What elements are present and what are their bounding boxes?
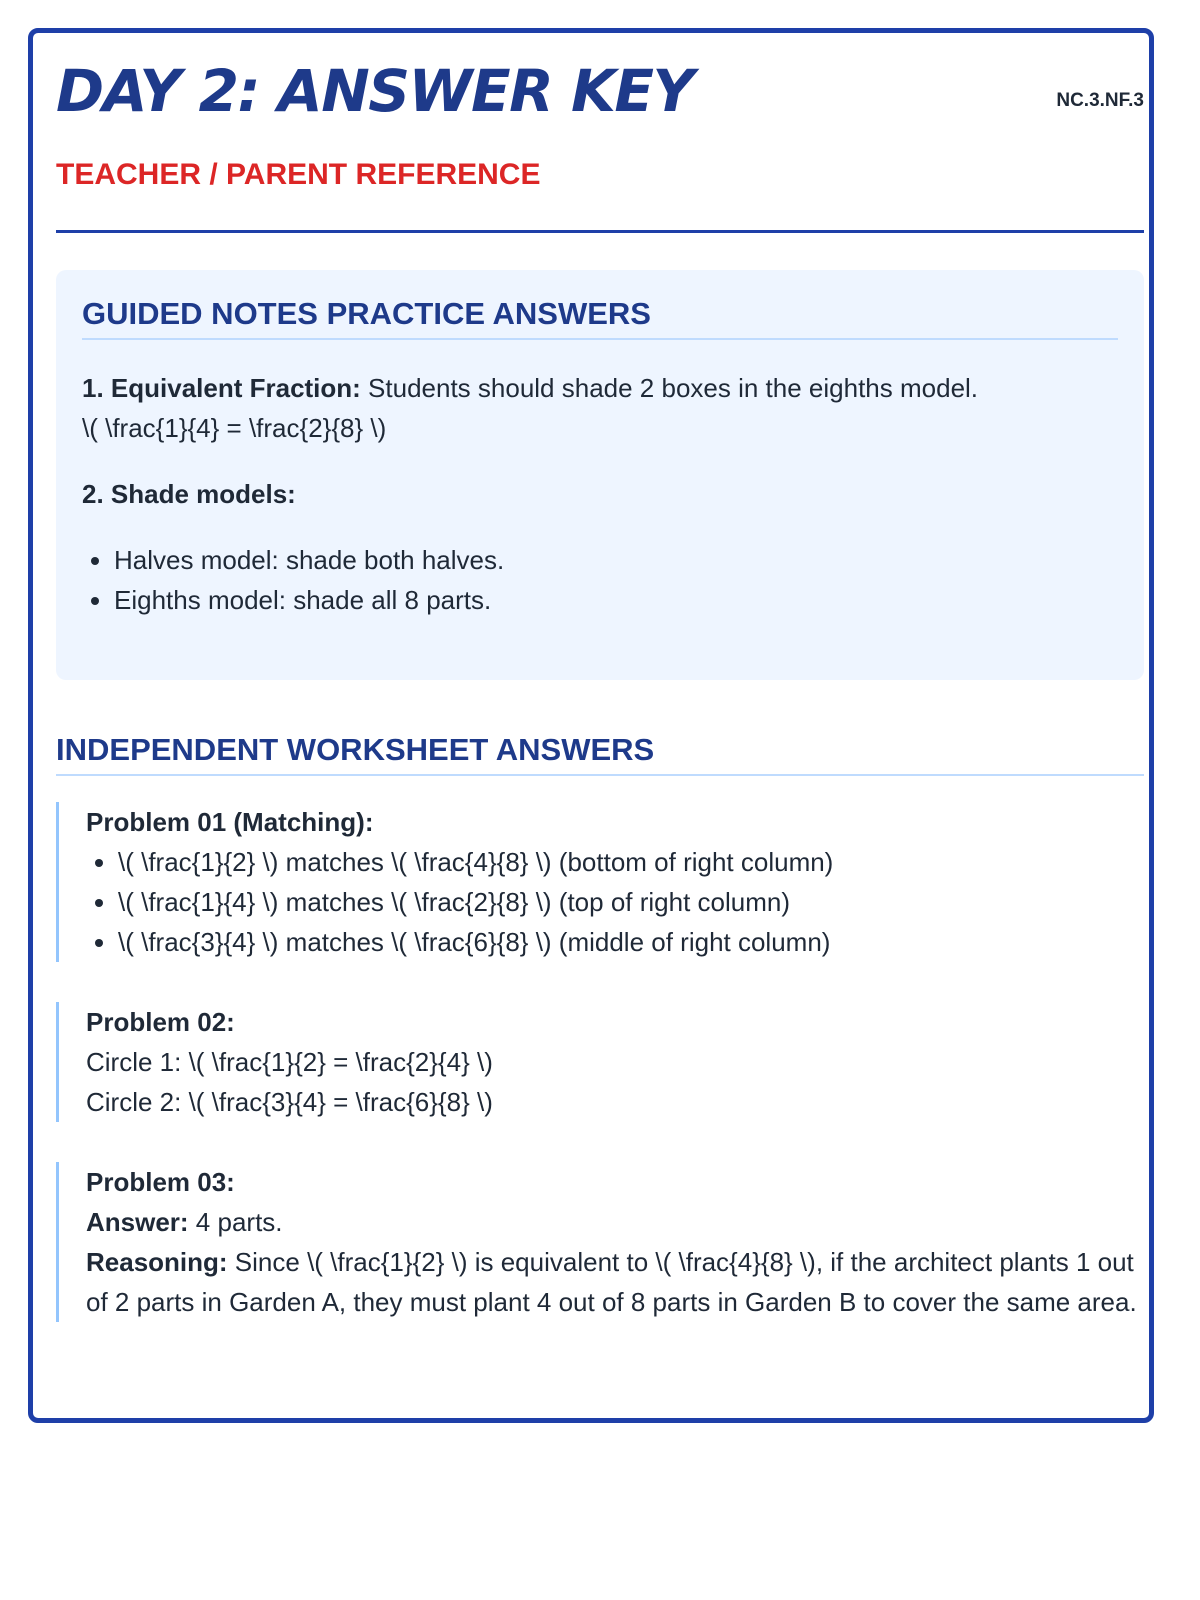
problem-02-label: Problem 02: [86,1007,235,1037]
guided-answer-1 [82,368,1118,448]
list-item: • Eighths model: shade all 8 parts. [114,580,1118,620]
reasoning-label: Reasoning: [86,1247,228,1277]
guided-notes-heading: GUIDED NOTES PRACTICE ANSWERS [82,296,1118,340]
guided-answer-1-math: \( \frac{1}{4} = \frac{2}{8} \) [82,413,387,443]
guided-answer-2 [82,474,1118,514]
list-item: • \( \frac{1}{2} \) matches \( \frac{4}{8} \) (bottom of right column) [118,842,1144,882]
problem-03 [56,1162,1144,1322]
circle-2-answer: Circle 2: \( \frac{3}{4} = \frac{6}{8} \) [86,1087,493,1117]
independent-worksheet-section [56,732,1144,1322]
problem-03-label: Problem 03: [86,1167,235,1197]
guided-notes-section [56,270,1144,680]
independent-worksheet-heading: INDEPENDENT WORKSHEET ANSWERS [56,732,1144,776]
page-header [56,57,1144,233]
problem-03-reasoning [86,1242,1144,1322]
reasoning-text: Since \( \frac{1}{2} \) is equivalent to \( \frac{4}{8} \), if the architect plants 1 out of 2 parts in Garden A, they must plant 4 out of 8 parts in Garden B to cover the same area. [86,1247,1137,1317]
list-item: • \( \frac{3}{4} \) matches \( \frac{6}{8} \) (middle of right column) [118,922,1144,962]
standard-code: NC.3.NF.3 [1056,90,1144,111]
guided-answer-1-label: 1. Equivalent Fraction: [82,373,361,403]
guided-answer-1-text: Students should shade 2 boxes in the eighths model. [360,373,979,403]
problem-01-label: Problem 01 (Matching): [86,807,374,837]
answer-label: Answer: [86,1207,189,1237]
problem-01 [56,802,1144,962]
circle-1-answer: Circle 1: \( \frac{1}{2} = \frac{2}{4} \) [86,1047,493,1077]
list-item: • Halves model: shade both halves. [114,540,1118,580]
page-title: DAY 2: ANSWER KEY [56,57,694,125]
page-subtitle: TEACHER / PARENT REFERENCE [56,158,541,191]
guided-answer-2-label: 2. Shade models: [82,479,296,509]
matching-answers-list [86,842,1144,962]
list-item: • \( \frac{1}{4} \) matches \( \frac{2}{8} \) (top of right column) [118,882,1144,922]
answer-text: 4 parts. [188,1207,283,1237]
problem-02 [56,1002,1144,1122]
shade-models-list [82,540,1118,620]
problem-03-answer [86,1202,1144,1242]
